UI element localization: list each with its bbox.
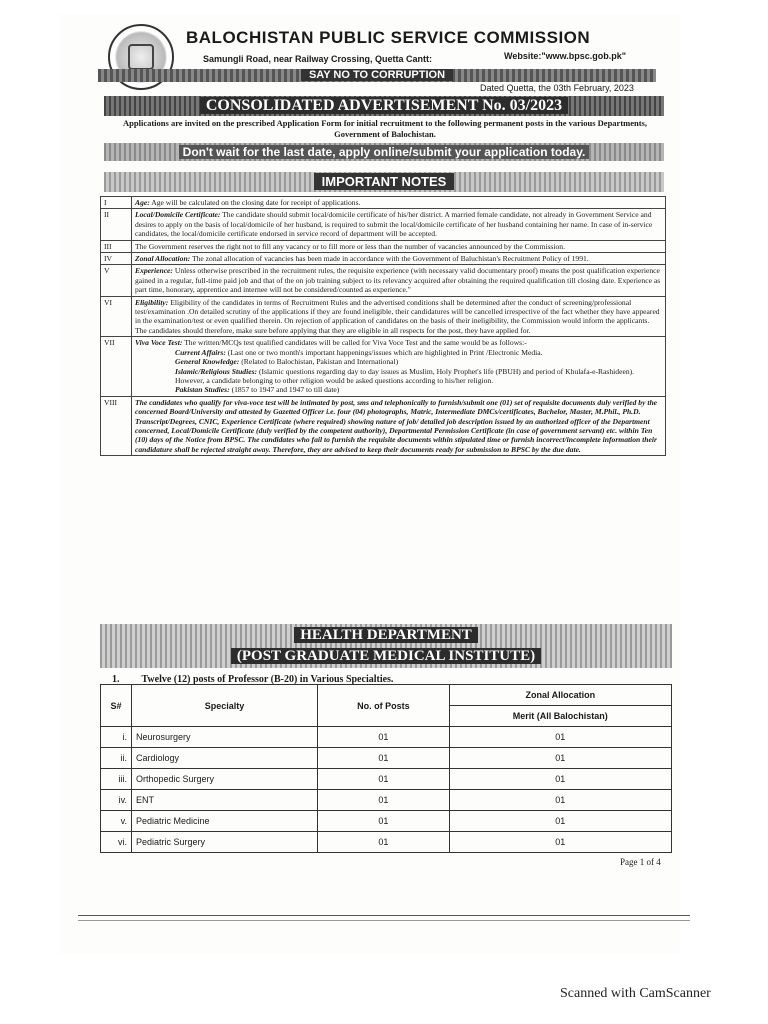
- note-text: Unless otherwise prescribed in the recruitment rules, the requisite experience (with necessary valid documentary proof) means the post qualification experience gained in a regular, full-time paid job and that of the on job training subject to its relevancy acquired after obtaining the required qualification till closing date. Experience as part time, honorary, apprentice and internee will not be considered/counted as experience.": [135, 266, 661, 295]
- note-label: Viva Voce Test:: [135, 338, 183, 348]
- row-posts: 01: [318, 748, 450, 769]
- col-merit: Merit (All Balochistan): [449, 706, 671, 727]
- note-text: The zonal allocation of vacancies has been made in accordance with the Government of Baluchistan's Recruitment Policy of 1991.: [191, 254, 589, 264]
- viva-text: (Related to Balochistan, Pakistan and International): [241, 357, 399, 367]
- commission-website: Website:"www.bpsc.gob.pk": [504, 51, 627, 61]
- advertisement-intro: Applications are invited on the prescribed Application Form for initial recruitment to the following permanent posts in the various Departments, Government of Balochistan.: [123, 118, 647, 139]
- row-merit: 01: [449, 727, 671, 748]
- note-label: Eligibility:: [135, 297, 169, 307]
- note-body: [132, 396, 666, 455]
- note-row: [101, 396, 666, 455]
- note-row: [101, 240, 666, 252]
- table-row: [101, 811, 672, 832]
- note-label: Experience:: [135, 266, 173, 276]
- note-body: [132, 209, 666, 240]
- note-number: VII: [101, 337, 132, 396]
- slogan-text: SAY NO TO CORRUPTION: [301, 69, 453, 81]
- row-sn: ii.: [101, 748, 132, 769]
- row-specialty: Orthopedic Surgery: [132, 769, 318, 790]
- col-posts: No. of Posts: [318, 685, 450, 727]
- table-row: [101, 748, 672, 769]
- row-merit: 01: [449, 790, 671, 811]
- note-text: Age will be calculated on the closing date for receipt of applications.: [151, 198, 361, 207]
- row-merit: 01: [449, 748, 671, 769]
- department-name: HEALTH DEPARTMENT: [294, 627, 478, 643]
- note-label: Local/Domicile Certificate:: [135, 210, 221, 220]
- note-row: [101, 209, 666, 240]
- notes-title-bar: [104, 172, 664, 192]
- note-row: [101, 337, 666, 396]
- note-body: [132, 337, 666, 396]
- row-sn: iv.: [101, 790, 132, 811]
- posts-header-row: [101, 685, 672, 706]
- viva-label: Current Affairs:: [175, 347, 226, 357]
- note-row: [101, 296, 666, 337]
- row-sn: v.: [101, 811, 132, 832]
- important-notes-table: [100, 196, 666, 456]
- row-merit: 01: [449, 769, 671, 790]
- scanner-watermark: Scanned with CamScanner: [560, 986, 711, 1001]
- table-row: [101, 769, 672, 790]
- advertisement-title-bar: [104, 96, 664, 116]
- table-row: [101, 727, 672, 748]
- viva-item: [135, 385, 662, 394]
- note-row: [101, 197, 666, 209]
- row-specialty: Cardiology: [132, 748, 318, 769]
- row-posts: 01: [318, 832, 450, 853]
- apply-banner: [104, 143, 664, 161]
- note-number: VIII: [101, 396, 132, 455]
- viva-label: General Knowledge:: [175, 357, 240, 367]
- note-text: The candidates who qualify for viva-voce test will be intimated by post, sms and telephonically to furnish/submit one (01) set of requisite documents duly verified by the concerned Board/University and attested by Gazetted Officer i.e. four (04) photographs, Matric, Intermediate DMCs/certificates, Bachelor, Master, M.Phil., Ph.D. Transcript/Degrees, CNIC, Experience Certificate (where required) showing nature of job/ detailed job description issued by an authorized officer of the Department concerned, Local/Domicile Certificate (duly verified by the competent authority), Departmental Permission Certificate (in case of government servant) etc. within Ten (10) days of the Notice from BPSC. The candidates who fail to furnish the requisite documents within stipulated time or furnish incorrect/incomplete information their candidature shall be rejected straight away. Therefore, they are advised to keep their documents ready for submission to BPSC by the due date.: [135, 397, 658, 454]
- row-sn: iii.: [101, 769, 132, 790]
- note-number: II: [101, 209, 132, 240]
- row-specialty: Pediatric Surgery: [132, 832, 318, 853]
- row-sn: vi.: [101, 832, 132, 853]
- viva-item: [135, 348, 662, 357]
- note-label: Zonal Allocation:: [135, 254, 191, 264]
- table-row: [101, 790, 672, 811]
- department-line: [100, 626, 672, 645]
- date-line: Dated Quetta, the 03th February, 2023: [480, 83, 634, 93]
- post-title: Twelve (12) posts of Professor (B-20) in Various Specialties.: [141, 674, 394, 685]
- note-body: [132, 265, 666, 296]
- page-number: Page 1 of 4: [620, 857, 661, 867]
- row-merit: 01: [449, 811, 671, 832]
- col-sn: S#: [101, 685, 132, 727]
- viva-label: Islamic/Religious Studies:: [175, 366, 258, 376]
- note-number: IV: [101, 253, 132, 265]
- note-label: Age:: [135, 198, 150, 207]
- notes-title: IMPORTANT NOTES: [314, 173, 455, 190]
- viva-item: [135, 357, 662, 366]
- commission-title: BALOCHISTAN PUBLIC SERVICE COMMISSION: [186, 28, 591, 47]
- apply-banner-text: Don't wait for the last date, apply online/submit your application today.: [179, 145, 590, 159]
- row-posts: 01: [318, 727, 450, 748]
- note-body: [132, 197, 666, 209]
- row-merit: 01: [449, 832, 671, 853]
- posts-table: [100, 684, 672, 853]
- note-number: I: [101, 197, 132, 209]
- commission-address: Samungli Road, near Railway Crossing, Quetta Cantt:: [203, 54, 433, 64]
- viva-item: [135, 367, 662, 386]
- col-zonal: Zonal Allocation: [449, 685, 671, 706]
- note-text: Eligibility of the candidates in terms of Recruitment Rules and the advertised conditions shall be determined after the conduct of screening/professional test/examination .On detailed scrutiny of the applications if they are found ineligible, their candidatures will be cancelled irrespective of the fact whether they have appeared in the examination/test or even qualified therein. On rejection of application of candidates on the basis of their ineligibility, the Commission would inform the applicants. The candidates should therefore, make sure before applying that they are eligible in all respects for the post, they have applied for.: [135, 297, 660, 335]
- row-specialty: Pediatric Medicine: [132, 811, 318, 832]
- col-specialty: Specialty: [132, 685, 318, 727]
- footer-rule: [78, 915, 690, 916]
- note-text: The written/MCQs test qualified candidates will be called for Viva Voce Test and the same would be as follows:-: [184, 338, 527, 348]
- department-heading: [100, 624, 672, 668]
- footer-rule: [78, 920, 690, 921]
- row-sn: i.: [101, 727, 132, 748]
- viva-label: Pakistan Studies:: [175, 385, 230, 395]
- slogan-bar: [98, 69, 656, 82]
- note-text: The Government reserves the right not to fill any vacancy or to fill more or less than the number of vacancies announced by the Commission.: [135, 241, 565, 251]
- row-specialty: Neurosurgery: [132, 727, 318, 748]
- row-posts: 01: [318, 790, 450, 811]
- note-body: [132, 253, 666, 265]
- row-specialty: ENT: [132, 790, 318, 811]
- note-row: [101, 265, 666, 296]
- note-body: [132, 240, 666, 252]
- note-text: The candidate should submit local/domicile certificate of his/her district. A married female candidate, not already in Government Service and desires to apply on the basis of local/domicile of her husband, is required to submit the local/domicile certificate of her husband containing her name. In case of in-service candidates, the local/domicile certificate endorsed in service record of department will be accepted.: [135, 210, 653, 239]
- note-body: [132, 296, 666, 337]
- row-posts: 01: [318, 769, 450, 790]
- note-number: V: [101, 265, 132, 296]
- note-number: VI: [101, 296, 132, 337]
- note-number: III: [101, 240, 132, 252]
- department-line: [100, 647, 672, 666]
- viva-text: (Islamic questions regarding day to day issues as Muslim, Holy Prophet's life (PBUH) and period of Khulafa-e-Rashideen). However, a candidate belonging to other religion would be asked questions according to his/her religion.: [175, 366, 635, 385]
- post-number: 1.: [112, 674, 120, 685]
- table-row: [101, 832, 672, 853]
- note-row: [101, 253, 666, 265]
- advertisement-title: CONSOLIDATED ADVERTISEMENT No. 03/2023: [200, 97, 568, 114]
- viva-text: (Last one or two month's important happenings/issues which are highlighted in Print /Electronic Media.: [227, 347, 543, 357]
- row-posts: 01: [318, 811, 450, 832]
- institute-name: (POST GRADUATE MEDICAL INSTITUTE): [231, 648, 541, 664]
- viva-text: (1857 to 1947 and 1947 to till date): [231, 385, 340, 395]
